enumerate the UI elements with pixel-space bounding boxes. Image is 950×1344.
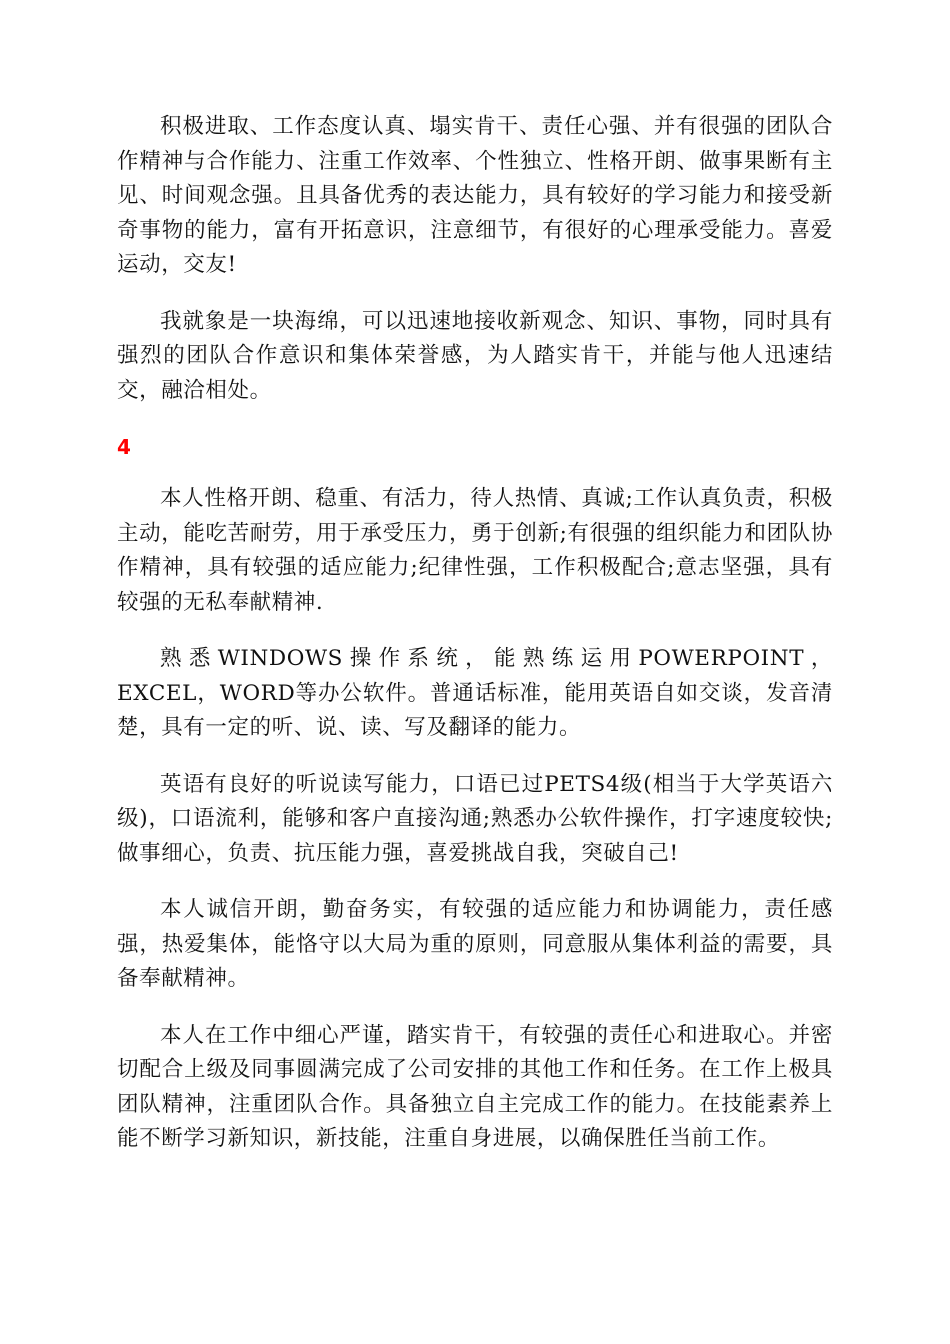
section-number: 4 <box>117 435 132 459</box>
paragraph-personality: 本人性格开朗、稳重、有活力，待人热情、真诚;工作认真负责，积极主动，能吃苦耐劳，用于承受压力，勇于创新;有很强的组织能力和团队协作精神，具有较强的适应能力;纪律性强，工作积极配合;意志坚强，具有较强的无私奉献精神. <box>117 486 833 615</box>
paragraph-sponge: 我就象是一块海绵，可以迅速地接收新观念、知识、事物，同时具有强烈的团队合作意识和集体荣誉感，为人踏实肯干，并能与他人迅速结交，融洽相处。 <box>117 308 833 403</box>
paragraph-work-performance: 本人在工作中细心严谨，踏实肯干，有较强的责任心和进取心。并密切配合上级及同事圆满完成了公司安排的其他工作和任务。在工作上极具团队精神，注重团队合作。具备独立自主完成工作的能力。在技能素养上能不断学习新知识，新技能，注重自身进展，以确保胜任当前工作。 <box>117 1022 833 1151</box>
paragraph-english-skills: 英语有良好的听说读写能力，口语已过PETS4级(相当于大学英语六级)，口语流利，能够和客户直接沟通;熟悉办公软件操作，打字速度较快;做事细心，负责、抗压能力强，喜爱挑战自我，突破自己! <box>117 771 833 866</box>
document-page <box>117 110 833 1179</box>
paragraph-integrity: 本人诚信开朗，勤奋务实，有较强的适应能力和协调能力，责任感强，热爱集体，能恪守以大局为重的原则，同意服从集体利益的需要，具备奉献精神。 <box>117 897 833 991</box>
paragraph-software-skills: 熟悉WINDOWS操作系统，能熟练运用POWERPOINT，EXCEL，WORD等办公软件。普通话标准，能用英语自如交谈，发音清楚，具有一定的听、说、读、写及翻译的能力。 <box>117 646 833 740</box>
paragraph-work-attitude: 积极进取、工作态度认真、塌实肯干、责任心强、并有很强的团队合作精神与合作能力、注重工作效率、个性独立、性格开朗、做事果断有主见、时间观念强。且具备优秀的表达能力，具有较好的学习能力和接受新奇事物的能力，富有开拓意识，注意细节，有很好的心理承受能力。喜爱运动，交友! <box>117 114 833 277</box>
